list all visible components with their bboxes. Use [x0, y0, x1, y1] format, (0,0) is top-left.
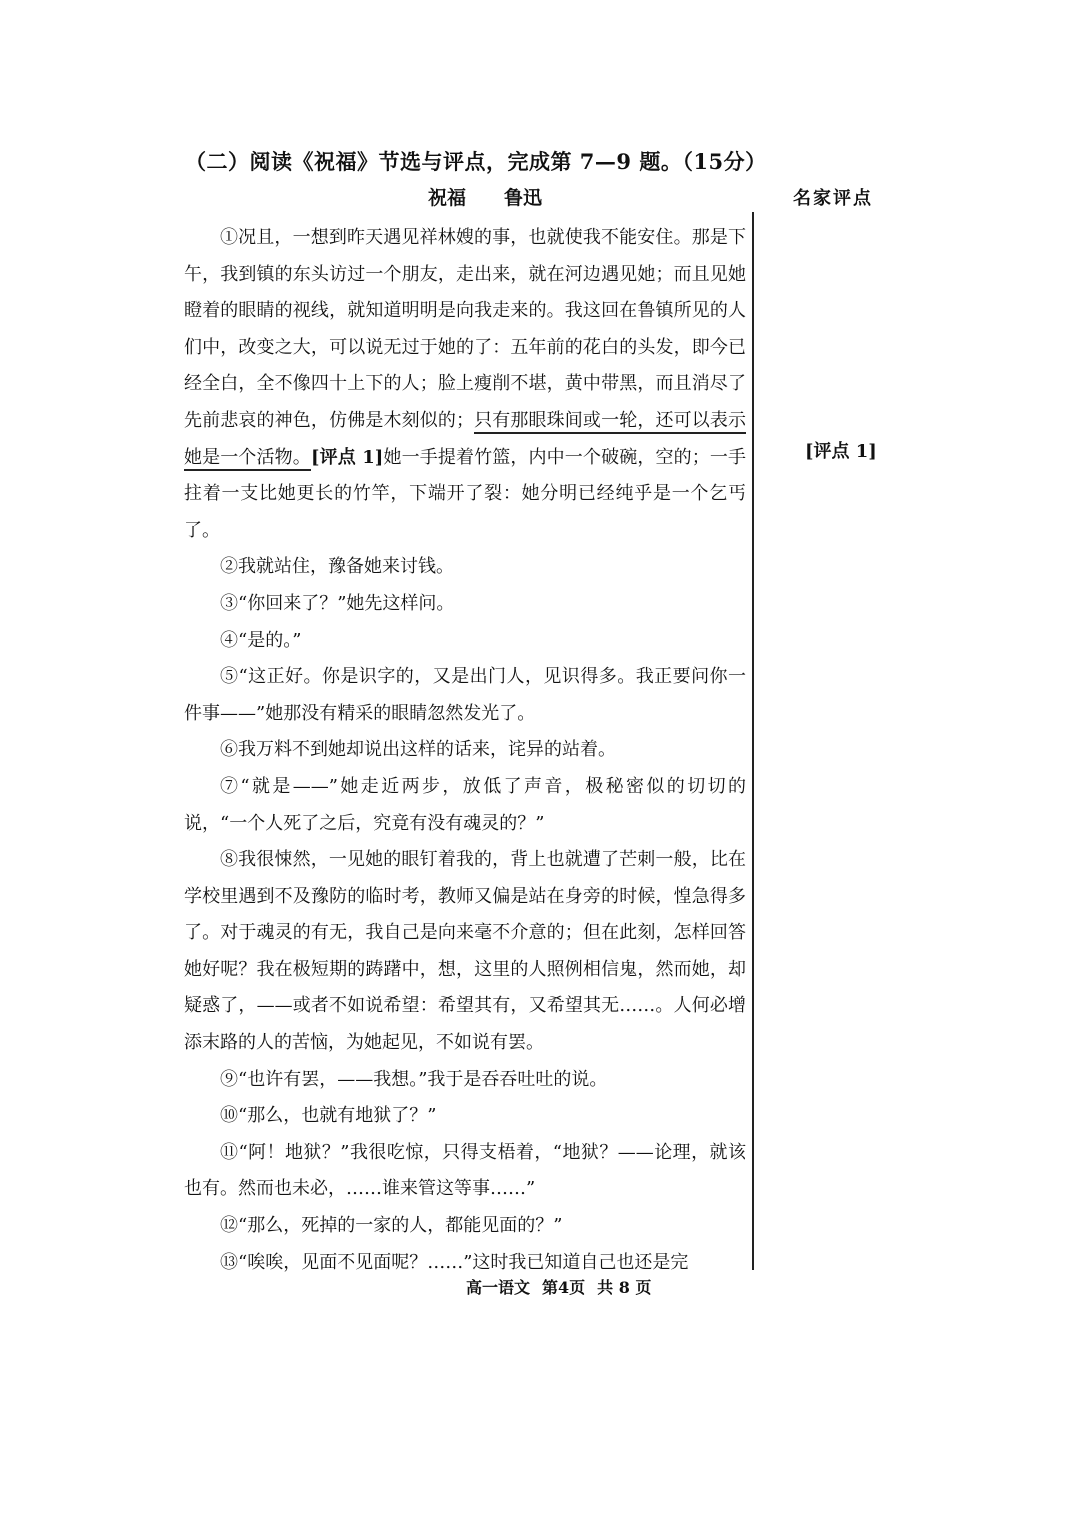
footer-subject: 高一语文 [466, 1278, 531, 1297]
commentary-marker-1: [评点 1] [805, 441, 877, 462]
paragraph-1-continued: 她一手提着竹篮，内中一个破碗，空的；一手拄着一支比她更长的竹竿，下端开了裂：她分明已经纯乎是一个乞丐了。 [184, 446, 747, 541]
paragraph-10: ⑩“那么，也就有地狱了？” [220, 1105, 437, 1127]
passage-body [184, 220, 746, 1281]
footer-page-number: 第4页 [542, 1278, 586, 1297]
commentary-header: 名家评点 [793, 188, 873, 209]
underlined-sentence: 只有那眼珠间或一轮，还可以表示她是一个活物。 [184, 410, 746, 471]
paragraph-9: ⑨“也许有罢，——我想。”我于是吞吞吐吐的说。 [220, 1068, 608, 1090]
paragraph-11: ⑪“阿！地狱？”我很吃惊，只得支梧着，“地狱？——论理，就该也有。然而也未必，……谁来管这等事……” [184, 1141, 746, 1200]
text-title-name: 祝福 [428, 187, 467, 209]
paragraph-2: ②我就站住，豫备她来讨钱。 [220, 556, 454, 578]
paragraph-6: ⑥我万料不到她却说出这样的话来，诧异的站着。 [220, 739, 616, 761]
paragraph-5: ⑤“这正好。你是识字的，又是出门人，见识得多。我正要问你一件事——”她那没有精采的眼睛忽然发光了。 [184, 666, 746, 724]
column-divider [752, 212, 754, 1270]
footer-total-pages: 共 8 页 [597, 1278, 652, 1297]
section-title: （二）阅读《祝福》节选与评点，完成第 7—9 题。（15分） [185, 149, 767, 174]
paragraph-3: ③“你回来了？”她先这样问。 [220, 592, 455, 614]
inline-commentary-marker: [评点 1] [310, 446, 384, 468]
text-author: 鲁迅 [504, 187, 543, 209]
text-title [428, 183, 542, 210]
paragraph-4: ④“是的。” [220, 629, 302, 651]
paragraph-1-text: ①况且，一想到昨天遇见祥林嫂的事，也就使我不能安住。那是下午，我到镇的东头访过一个朋友，走出来，就在河边遇见她；而且见她瞪着的眼睛的视线，就知道明明是向我走来的。我这回在鲁镇所见的人们中，改变之大，可以说无过于她的了：五年前的花白的头发，即今已经全白，全不像四十上下的人；脸上瘦削不堪，黄中带黑，而且消尽了先前悲哀的神色，仿佛是木刻似的； [184, 227, 746, 431]
page-footer [466, 1275, 651, 1298]
paragraph-1 [184, 220, 746, 549]
paragraph-13: ⑬“唉唉，见面不见面呢？……”这时我已知道自己也还是完 [220, 1251, 689, 1273]
paragraph-12: ⑫“那么，死掉的一家的人，都能见面的？” [220, 1215, 563, 1237]
paragraph-8: ⑧我很悚然，一见她的眼钉着我的，背上也就遭了芒刺一般，比在学校里遇到不及豫防的临时考，教师又偏是站在身旁的时候，惶急得多了。对于魂灵的有无，我自己是向来毫不介意的；但在此刻，怎样回答她好呢？我在极短期的踌躇中，想，这里的人照例相信鬼，然而她，却疑惑了，——或者不如说希望：希望其有，又希望其无……。人何必增添末路的人的苦恼，为她起见，不如说有罢。 [184, 849, 746, 1054]
paragraph-7: ⑦“就是——”她走近两步，放低了声音，极秘密似的切切的说，“一个人死了之后，究竟有没有魂灵的？” [184, 775, 746, 834]
